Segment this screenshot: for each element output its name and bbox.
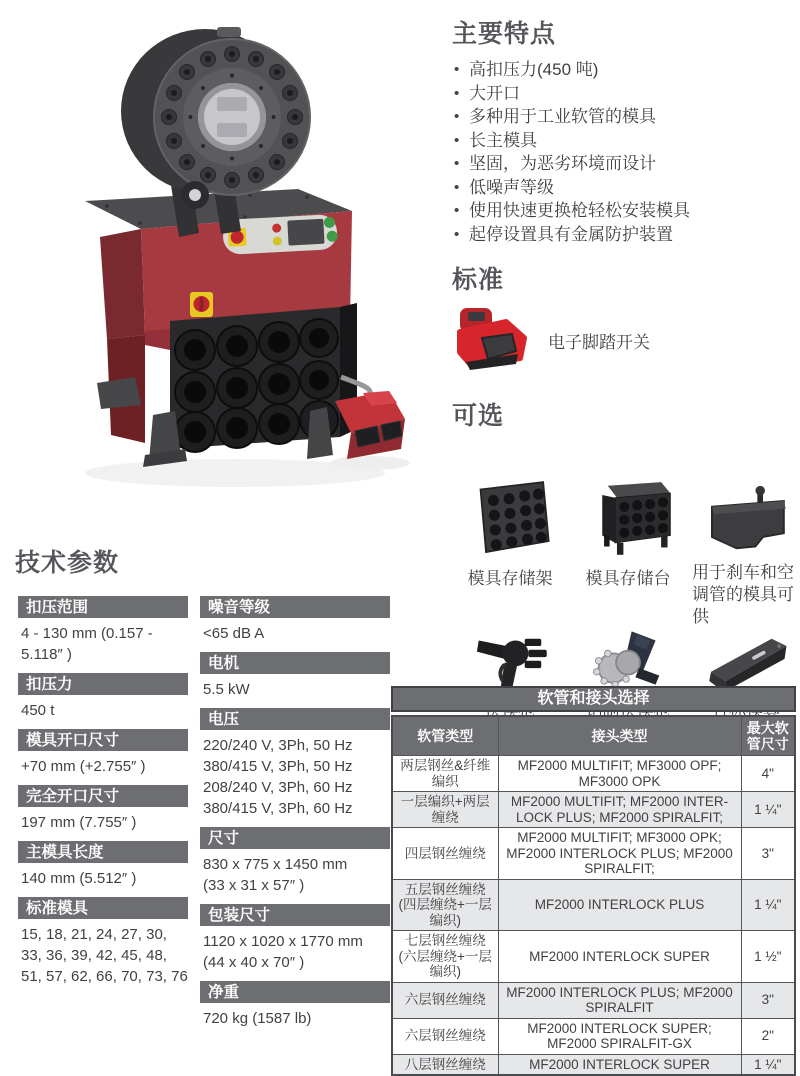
- spec-value: [200, 849, 390, 904]
- optional-item-die-storage-bench: [572, 476, 684, 590]
- spec-value: [200, 926, 390, 981]
- hose-table-row: [392, 1054, 795, 1075]
- hose-type-cell: 两层钢丝&纤维编织: [392, 756, 498, 792]
- hose-table-row: [392, 756, 795, 792]
- spec-block: [18, 897, 188, 995]
- quick-change-tool-icon: [464, 622, 556, 692]
- spec-label: 完全开口尺寸: [18, 785, 188, 807]
- spec-value: [200, 1003, 390, 1037]
- spec-value: [200, 618, 390, 652]
- hose-table-row: [392, 982, 795, 1018]
- spec-label: 包装尺寸: [200, 904, 390, 926]
- standard-item-label: 电子脚踏开关: [548, 333, 650, 352]
- max-size-cell: 3": [741, 982, 795, 1018]
- spec-value-line: 450 t: [21, 702, 55, 719]
- hose-table-header-row: [392, 716, 795, 756]
- spec-value-line: 4 - 130 mm (0.157 - 5.118″ ): [21, 625, 153, 663]
- spec-block: [200, 904, 390, 981]
- hose-type-cell: 八层钢丝缠绕: [392, 1054, 498, 1075]
- spec-block: [18, 729, 188, 785]
- spec-value-line: 380/415 V, 3Ph, 60 Hz: [203, 800, 353, 817]
- spec-value: [18, 863, 188, 897]
- main-features-section: [452, 14, 792, 246]
- feature-item: • 高扣压力(450 吨): [452, 58, 792, 82]
- crimping-machine-illustration: [45, 5, 425, 540]
- feature-item: • 坚固，为恶劣环境而设计: [452, 152, 792, 176]
- fitting-type-header: 接头类型: [498, 716, 741, 756]
- spec-value-line: 380/415 V, 3Ph, 50 Hz: [203, 758, 353, 775]
- spec-value-line: <65 dB A: [203, 625, 265, 642]
- standard-item: [452, 304, 792, 377]
- spec-value: [18, 919, 188, 995]
- max-size-cell: 1 ½": [741, 931, 795, 983]
- marking-die-icon: [698, 622, 794, 692]
- feature-item: • 低噪声等级: [452, 176, 792, 200]
- spec-label: 扣压范围: [18, 596, 188, 618]
- spec-value-line: 5.5 kW: [203, 681, 250, 698]
- foot-pedal-icon: [452, 304, 534, 377]
- feature-item: • 大开口: [452, 82, 792, 106]
- fitting-type-cell: MF2000 INTERLOCK SUPER: [498, 931, 741, 983]
- spec-value-line: (44 x 40 x 70″ ): [203, 954, 305, 971]
- feature-item: • 起停设置具有金属防护装置: [452, 223, 792, 247]
- spec-block: [200, 981, 390, 1037]
- feature-item: • 多种用于工业软管的模具: [452, 105, 792, 129]
- hose-type-cell: 六层钢丝缠绕: [392, 1018, 498, 1054]
- hose-fitting-table: [391, 715, 796, 1076]
- fitting-type-cell: MF2000 INTERLOCK SUPER; MF2000 SPIRALFIT-GX: [498, 1018, 741, 1054]
- hose-table-row: [392, 828, 795, 880]
- optional-item-label: 用于刹车和空调管的模具可供: [692, 563, 794, 626]
- spec-label: 噪音等级: [200, 596, 390, 618]
- fitting-type-cell: MF2000 INTERLOCK SUPER: [498, 1054, 741, 1075]
- optional-item-label: 模具存储台: [585, 569, 671, 588]
- spec-value-line: 140 mm (5.512″ ): [21, 870, 137, 887]
- spec-block: [200, 596, 390, 652]
- spec-value-line: +70 mm (+2.755″ ): [21, 758, 146, 775]
- fitting-type-cell: MF2000 INTERLOCK PLUS: [498, 879, 741, 931]
- optional-item-die-storage-rack: [454, 476, 566, 590]
- hose-type-cell: 七层钢丝缠绕 (六层缠绕+一层编织): [392, 931, 498, 983]
- optional-item-brake-ac-dies: [692, 476, 800, 628]
- spec-label: 尺寸: [200, 827, 390, 849]
- spec-value: [18, 751, 188, 785]
- spec-label: 主模具长度: [18, 841, 188, 863]
- hose-type-cell: 一层编织+两层缠绕: [392, 792, 498, 828]
- max-size-cell: 1 ¼": [741, 792, 795, 828]
- tech-specs-left-column: [18, 596, 188, 995]
- spec-block: [200, 652, 390, 708]
- spec-block: [18, 841, 188, 897]
- spec-block: [18, 673, 188, 729]
- spec-label: 扣压力: [18, 673, 188, 695]
- hose-table-row: [392, 931, 795, 983]
- optional-title: 可选: [452, 402, 505, 430]
- max-size-cell: 1 ¼": [741, 1054, 795, 1075]
- spec-value: [18, 618, 188, 673]
- spec-label: 电压: [200, 708, 390, 730]
- spec-value-line: 197 mm (7.755″ ): [21, 814, 137, 831]
- spec-value-line: 830 x 775 x 1450 mm: [203, 856, 348, 873]
- tech-specs-right-column: [200, 596, 390, 1037]
- standard-title: 标准: [452, 266, 505, 294]
- tech-specs-title: 技术参数: [15, 549, 120, 577]
- hose-type-cell: 六层钢丝缠绕: [392, 982, 498, 1018]
- aluminum-quick-change-tool-icon: [582, 622, 674, 692]
- hose-table-title: 软管和接头选择: [391, 686, 796, 712]
- hose-table-row: [392, 792, 795, 828]
- spec-label: 净重: [200, 981, 390, 1003]
- spec-value: [18, 695, 188, 729]
- hose-type-header: 软管类型: [392, 716, 498, 756]
- hose-type-cell: 五层钢丝缠绕 (四层缠绕+一层编织): [392, 879, 498, 931]
- spec-value-line: (33 x 31 x 57″ ): [203, 877, 305, 894]
- feature-item: • 长主模具: [452, 129, 792, 153]
- crimping-machine-image: [45, 5, 425, 540]
- hose-table-row: [392, 879, 795, 931]
- max-size-cell: 3": [741, 828, 795, 880]
- fitting-type-cell: MF2000 MULTIFIT; MF3000 OPF; MF3000 OPK: [498, 756, 741, 792]
- spec-label: 模具开口尺寸: [18, 729, 188, 751]
- max-size-cell: 2": [741, 1018, 795, 1054]
- spec-value: [200, 730, 390, 827]
- spec-label: 标准模具: [18, 897, 188, 919]
- fitting-type-cell: MF2000 MULTIFIT; MF2000 INTER-LOCK PLUS; MF2000 SPIRALFIT;: [498, 792, 741, 828]
- spec-value-line: 15, 18, 21, 24, 27, 30, 33, 36, 39, 42, 45, 48, 51, 57, 62, 66, 70, 73, 76: [21, 926, 188, 985]
- spec-value-line: 720 kg (1587 lb): [203, 1010, 312, 1027]
- fitting-type-cell: MF2000 MULTIFIT; MF3000 OPK; MF2000 INTERLOCK PLUS; MF2000 SPIRALFIT;: [498, 828, 741, 880]
- max-size-cell: 1 ¼": [741, 879, 795, 931]
- brake-ac-dies-icon: [698, 476, 794, 554]
- spec-value-line: 220/240 V, 3Ph, 50 Hz: [203, 737, 353, 754]
- spec-block: [200, 708, 390, 827]
- spec-value: [200, 674, 390, 708]
- optional-item-label: 模具存储架: [467, 569, 553, 588]
- max-size-header: 最大软管尺寸: [741, 716, 795, 756]
- main-features-list: [452, 58, 792, 246]
- fitting-type-cell: MF2000 INTERLOCK PLUS; MF2000 SPIRALFIT: [498, 982, 741, 1018]
- spec-block: [18, 596, 188, 673]
- spec-block: [200, 827, 390, 904]
- main-features-title: 主要特点: [452, 20, 557, 48]
- feature-item: • 使用快速更换枪轻松安装模具: [452, 199, 792, 223]
- max-size-cell: 4": [741, 756, 795, 792]
- hose-table-row: [392, 1018, 795, 1054]
- die-storage-bench-icon: [582, 476, 674, 560]
- die-storage-rack-icon: [464, 476, 556, 560]
- spec-value-line: 208/240 V, 3Ph, 60 Hz: [203, 779, 353, 796]
- spec-block: [18, 785, 188, 841]
- spec-value-line: 1120 x 1020 x 1770 mm: [203, 933, 363, 950]
- hose-type-cell: 四层钢丝缠绕: [392, 828, 498, 880]
- spec-value: [18, 807, 188, 841]
- spec-label: 电机: [200, 652, 390, 674]
- standard-section: [452, 260, 792, 377]
- hose-fitting-section: [391, 686, 796, 1076]
